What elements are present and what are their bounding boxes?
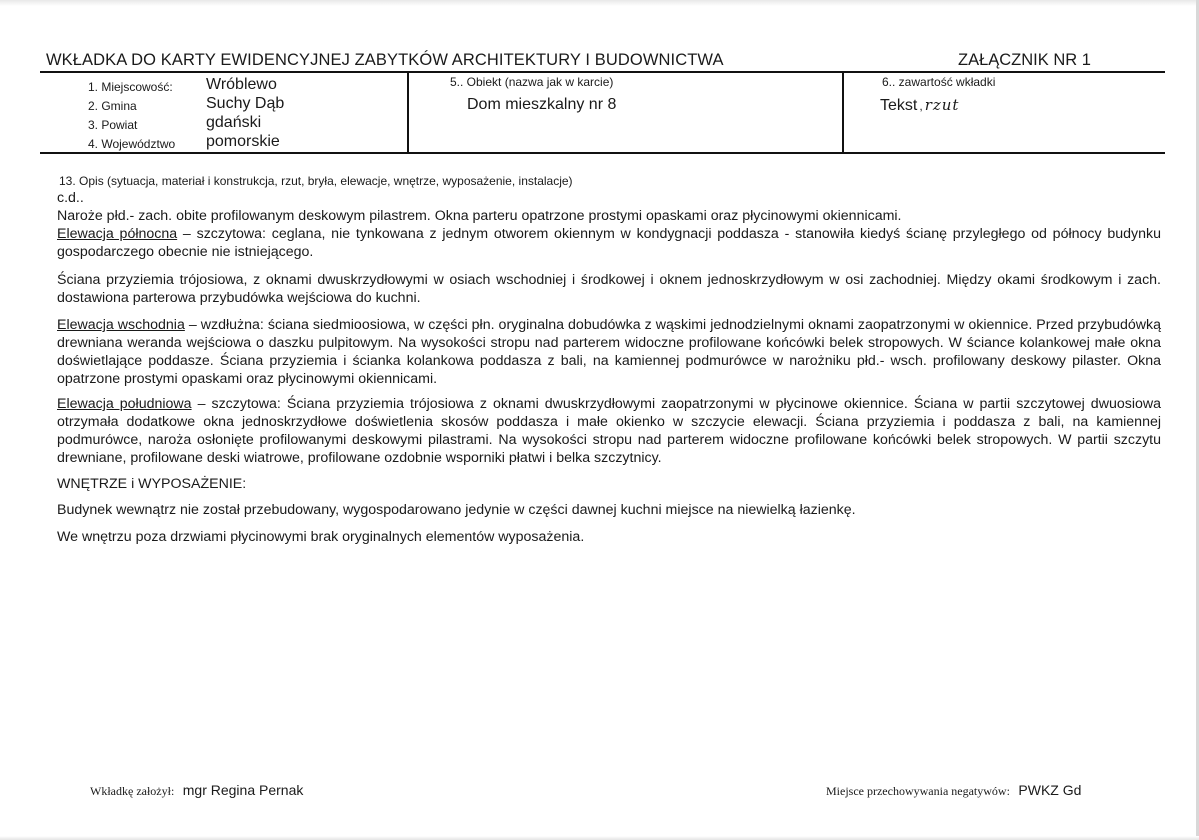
locality-value: Wróblewo [206, 76, 277, 93]
paragraph-ground-wall: Ściana przyziemia trójosiowa, z oknami dwuskrzydłowymi w osiach wschodniej i środkowej i oknem jednoskrzydłowym w osi zachodniej. Między okami środkowym i zach. dostawiona parterowa przybudówka wejściowa do kuchni. [57, 272, 1161, 306]
contents-handwritten: rzut [924, 96, 960, 114]
county-label: 3. Powiat [88, 118, 138, 132]
document-title: WKŁADKA DO KARTY EWIDENCYJNEJ ZABYTKÓW ARCHITEKTURY I BUDOWNICTWA [46, 51, 724, 69]
object-label: 5.. Obiekt (nazwa jak w karcie) [450, 75, 614, 89]
paragraph-north-elevation [57, 225, 1161, 261]
header-divider [842, 72, 844, 153]
paragraph-interior-2: We wnętrzu poza drzwiami płycinowymi brak oryginalnych elementów wyposażenia. [57, 529, 585, 545]
commune-value: Suchy Dąb [206, 95, 285, 112]
east-elevation-heading: Elewacja wschodnia [57, 317, 185, 333]
page-edge [0, 0, 1199, 6]
storage-label: Miejsce przechowywania negatywów: [826, 784, 1010, 798]
contents-separator: , [919, 99, 923, 113]
annex-number: ZAŁĄCZNIK NR 1 [958, 51, 1091, 69]
voivodeship-label: 4. Województwo [88, 137, 176, 151]
contents-value [880, 96, 959, 115]
storage-value: PWKZ Gd [1018, 782, 1082, 798]
founder-value: mgr Regina Pernak [182, 782, 304, 798]
north-elevation-heading: Elewacja północna [57, 226, 178, 242]
paragraph-east-elevation [57, 316, 1161, 388]
continued-marker: c.d.. [57, 190, 84, 206]
paragraph-south-elevation [57, 395, 1161, 467]
south-elevation-text: – szczytowa: Ściana przyziemia trójosiowa z oknami dwuskrzydłowymi zaopatrzonymi w płycinowe okiennice. Ściana w partii szczytowej dwuosiowa otrzymała dodatkowe okna jednoskrzydłowe doświetlenia skosów poddasza i małe okienko w szczycie elewacji. Ściana przyziemia i poddasza z bali, na kamiennej podmurówce, naroża osłonięte profilowanymi deskowymi pilastrami. Na wysokości stropu nad parterem widoczne profilowane końcówki belek stropowych. W partii szczytu drewniane, profilowane deski wiatrowe, profilowane ozdobnie wsporniki płatwi i belka szczytnicy. [57, 396, 1161, 466]
voivodeship-value: pomorskie [206, 133, 280, 150]
page-edge [0, 836, 1199, 840]
description-label: 13. Opis (sytuacja, materiał i konstrukcja, rzut, bryła, elewacje, wnętrze, wyposażenie, instalacje) [59, 174, 573, 188]
footer-founder [90, 782, 303, 800]
east-elevation-text: – wzdłużna: ściana siedmioosiowa, w części płn. oryginalna dobudówka z wąskimi jednodzielnymi oknami zaopatrzonymi w okiennice. Przed przybudówką drewniana weranda wejściowa o daszku pulpitowym. Na wysokości stropu nad parterem widoczne profilowane końcówki belek stropowych. W ściance kolankowej małe okna doświetlające poddasze. Ściana przyziemia i ścianka kolankowa poddasza z bali, na kamiennej podmurówce w narożniku płd.- wsch. profilowany deskowy pilaster. Okna opatrzone prostymi opaskami oraz płycinowymi okiennicami. [57, 317, 1161, 387]
north-elevation-text: – szczytowa: ceglana, nie tynkowana z jednym otworem okiennym w kondygnacji poddasza - stanowiła kiedyś ścianę przyległego od północy budynku gospodarczego obecnie nie istniejącego. [57, 226, 1162, 260]
header-rule-top [40, 71, 1165, 73]
south-elevation-heading: Elewacja południowa [57, 396, 192, 412]
founder-label: Wkładkę założył: [90, 784, 175, 798]
contents-typed: Tekst [880, 97, 918, 114]
paragraph-interior-1: Budynek wewnątrz nie został przebudowany, wygospodarowano jedynie w części dawnej kuchni miejsce na niewielką łazienkę. [57, 502, 856, 518]
footer-storage [826, 782, 1081, 800]
contents-label: 6.. zawartość wkładki [882, 75, 996, 89]
object-value: Dom mieszkalny nr 8 [467, 96, 617, 113]
interior-heading: WNĘTRZE i WYPOSAŻENIE: [57, 476, 247, 492]
locality-label: 1. Miejscowość: [88, 80, 173, 94]
commune-label: 2. Gmina [88, 99, 137, 113]
county-value: gdański [206, 114, 262, 131]
header-divider [407, 72, 409, 153]
header-rule-bottom [40, 152, 1165, 154]
paragraph-corner: Naroże płd.- zach. obite profilowanym deskowym pilastrem. Okna parteru opatrzone prostymi opaskami oraz płycinowymi okiennicami. [57, 208, 902, 224]
